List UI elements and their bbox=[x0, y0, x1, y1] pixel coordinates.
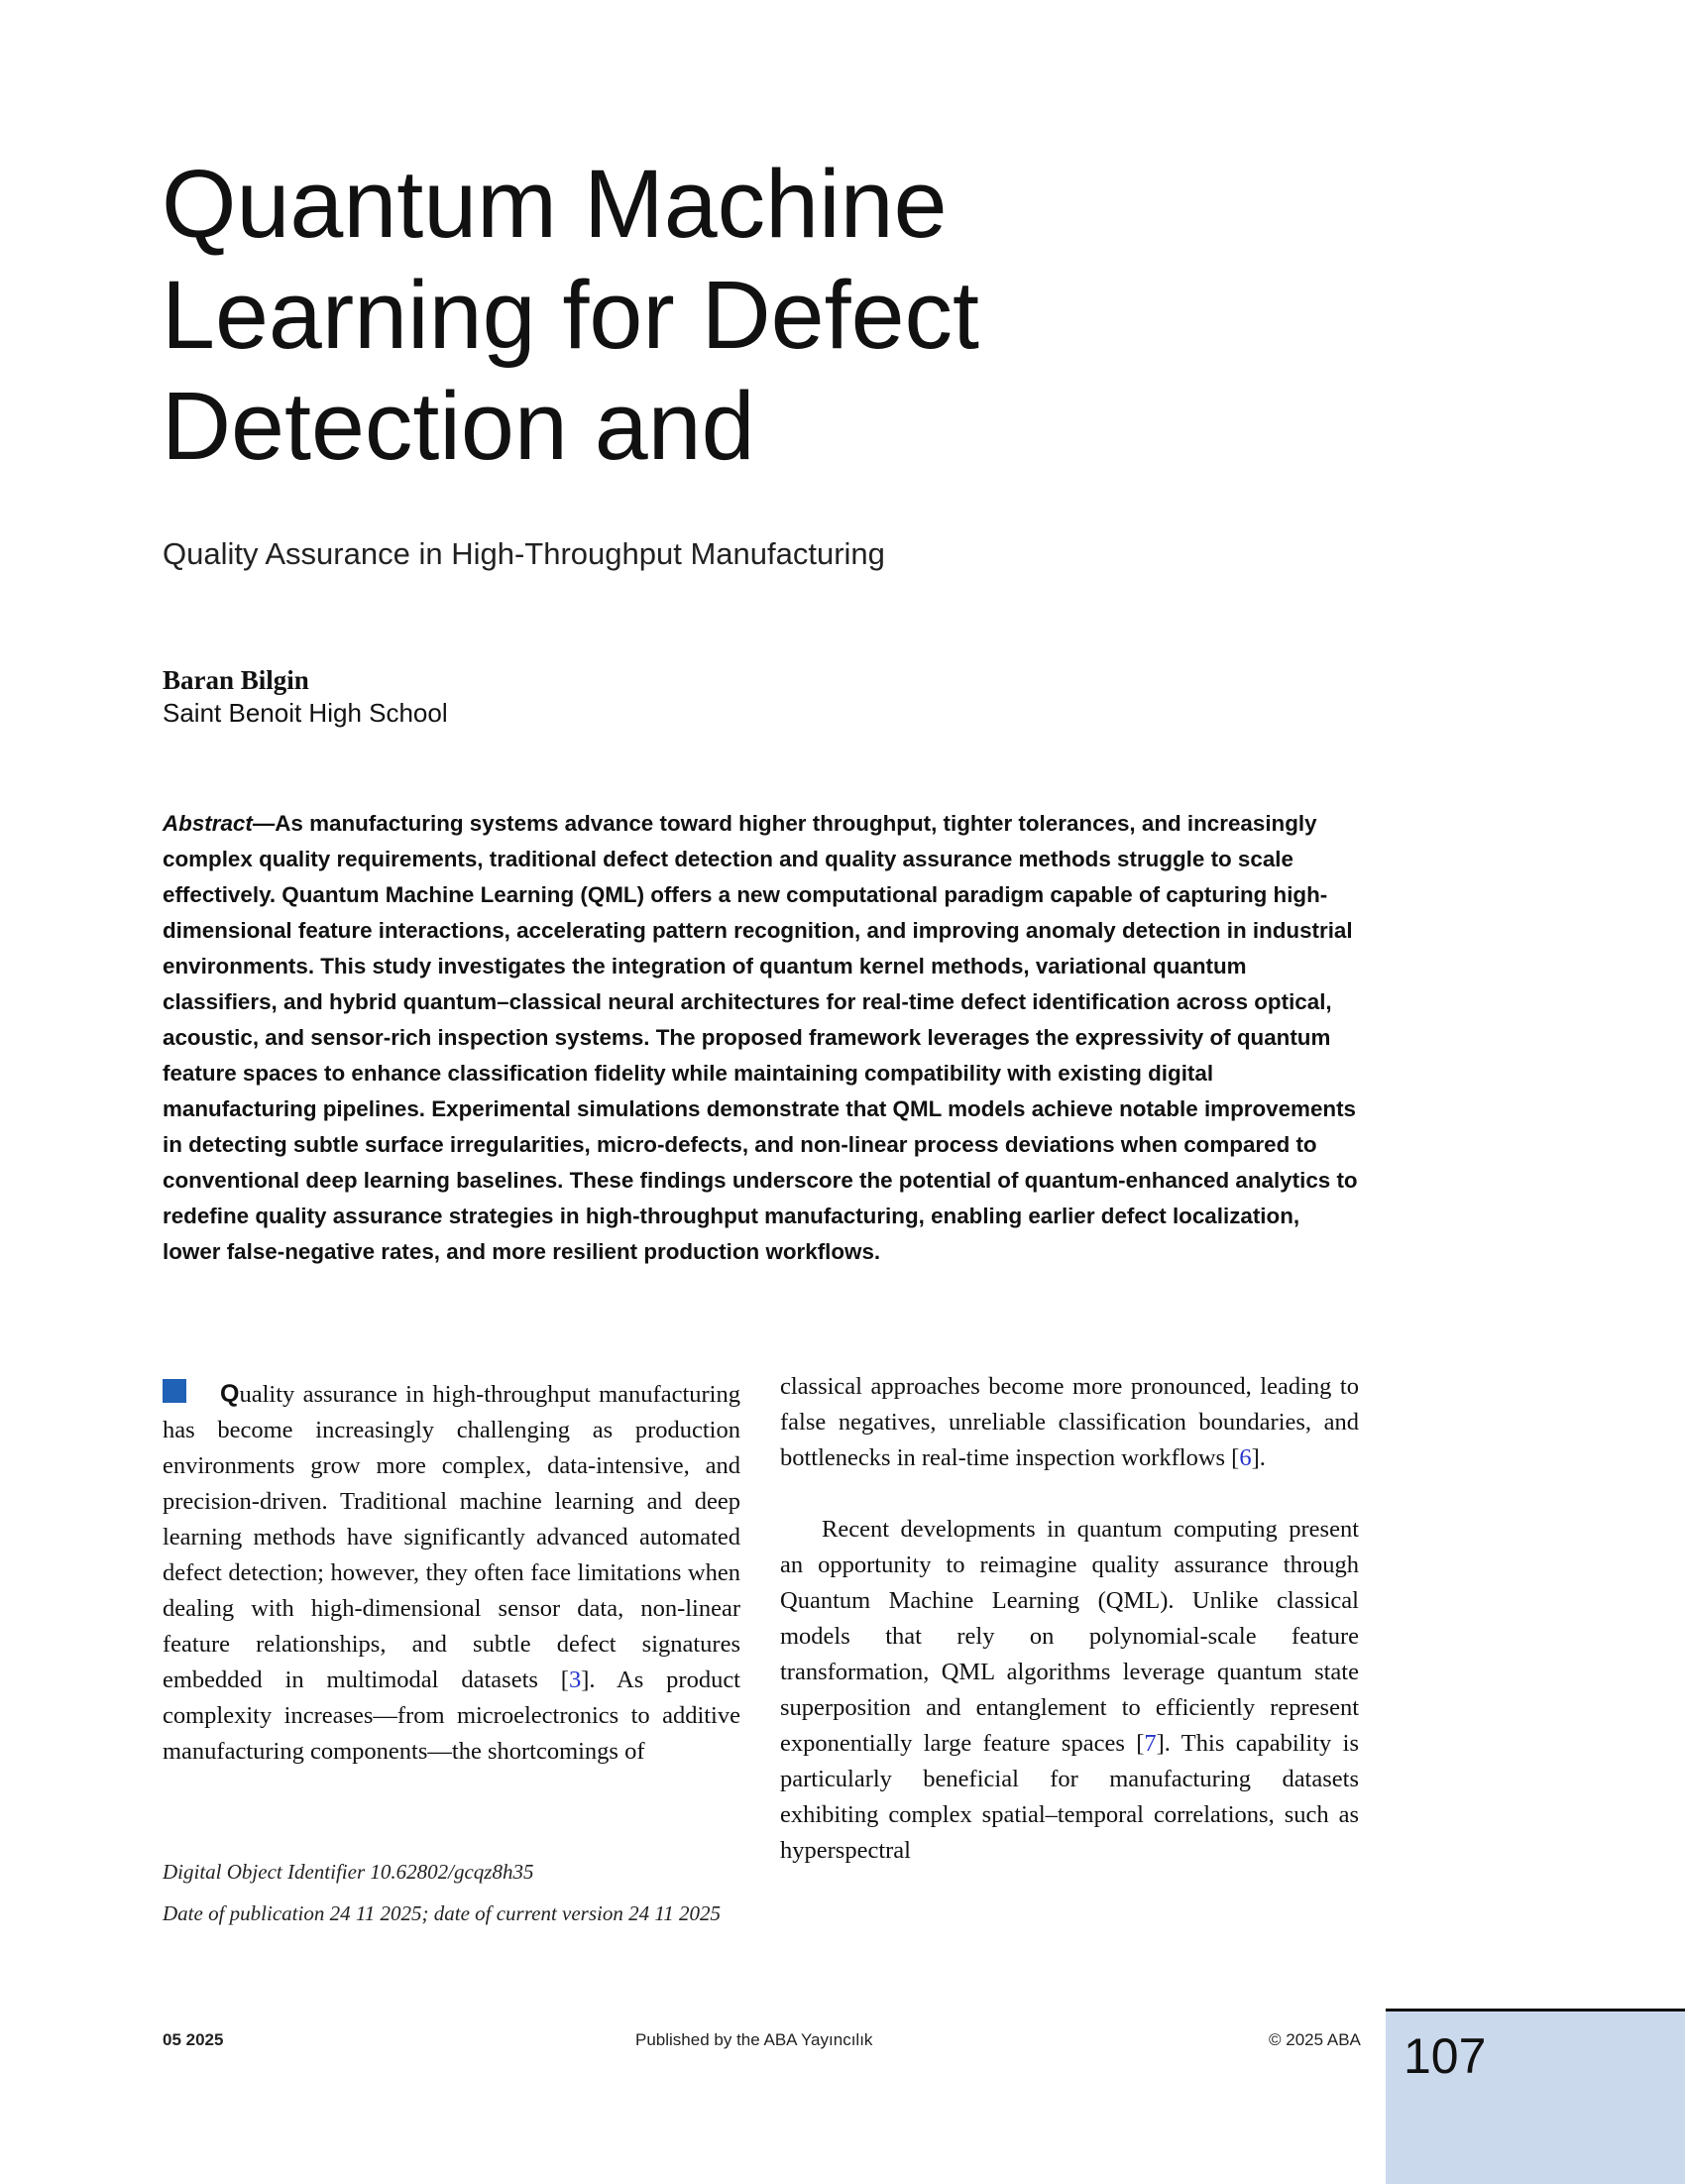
citation-link-7[interactable]: 7 bbox=[1144, 1730, 1157, 1757]
abstract-text: As manufacturing systems advance toward higher throughput, tighter tolerances, and increasingly complex quality requirements, traditional defect detection and quality assurance methods struggle to scale effectively. Quantum Machine Learning (QML) offers a new computational paradigm capable of capturing high-dimensional feature interactions, accelerating pattern recognition, and improving anomaly detection in industrial environments. This study investigates the integration of quantum kernel methods, variational quantum classifiers, and hybrid quantum–classical neural architectures for real-time defect identification across optical, acoustic, and sensor-rich inspection systems. The proposed framework leverages the expressivity of quantum feature spaces to enhance classification fidelity while maintaining compatibility with existing digital manufacturing pipelines. Experimental simulations demonstrate that QML models achieve notable improvements in detecting subtle surface irregularities, micro-defects, and non-linear process deviations when compared to conventional deep learning baselines. These findings underscore the potential of quantum-enhanced analytics to redefine quality assurance strategies in high-throughput manufacturing, enabling earlier defect localization, lower false-negative rates, and more resilient production workflows. bbox=[163, 811, 1358, 1264]
abstract bbox=[163, 806, 1362, 1270]
body-column-right bbox=[780, 1369, 1359, 1869]
citation-link-3[interactable]: 3 bbox=[568, 1667, 582, 1693]
author-name: Baran Bilgin bbox=[163, 665, 309, 695]
footer-issue: 05 2025 bbox=[163, 2030, 224, 2049]
p2-text-a: Recent developments in quantum computing present an opportunity to reimagine quality assurance through Quantum Machine Learning (QML). Unlike classical models that rely on polynomial-scale feature transformation, QML algorithms leverage quantum state superposition and entanglement to efficiently represent exponentially large feature spaces [ bbox=[780, 1516, 1359, 1757]
body-column-left bbox=[163, 1376, 740, 1770]
title-line-2: Learning for Defect bbox=[162, 261, 979, 369]
page-number-box bbox=[1386, 2009, 1685, 2184]
p1-text-b-left: ]. As product complexity increases—from microelectronics to additive manufacturing components—the shortcomings of bbox=[163, 1667, 740, 1765]
body-paragraph-1 bbox=[163, 1376, 740, 1770]
footer-copyright: © 2025 ABA bbox=[1269, 2030, 1361, 2049]
p1-text-b-right: classical approaches become more pronounced, leading to false negatives, unreliable classification boundaries, and bottlenecks in real-time inspection workflows [ bbox=[780, 1373, 1359, 1471]
abstract-dash: — bbox=[252, 811, 276, 836]
p1-text-a: uality assurance in high-throughput manufacturing has become increasingly challenging as production environments grow more complex, data-intensive, and precision-driven. Traditional machine learning and deep learning methods have significantly advanced automated defect detection; however, they often face limitations when dealing with high-dimensional sensor data, non-linear feature relationships, and subtle defect signatures embedded in multimodal datasets [ bbox=[163, 1381, 740, 1693]
publication-info bbox=[163, 1851, 740, 1934]
paper-subtitle: Quality Assurance in High-Throughput Manufacturing bbox=[163, 536, 885, 571]
author-affiliation: Saint Benoit High School bbox=[163, 698, 448, 728]
section-marker-square bbox=[163, 1379, 186, 1403]
citation-link-6[interactable]: 6 bbox=[1239, 1444, 1252, 1471]
p1-text-c: ]. bbox=[1251, 1444, 1266, 1471]
title-line-3: Detection and bbox=[162, 372, 755, 480]
lead-letter: Q bbox=[220, 1380, 240, 1408]
p2-text-b: ]. This capability is particularly beneficial for manufacturing datasets exhibiting complex spatial–temporal correlations, such as hyperspectral bbox=[780, 1730, 1359, 1864]
publication-dates: Date of publication 24 11 2025; date of current version 24 11 2025 bbox=[163, 1901, 722, 1925]
body-paragraph-2 bbox=[780, 1512, 1359, 1869]
page-number: 107 bbox=[1404, 2028, 1487, 2084]
doi-text: Digital Object Identifier 10.62802/gcqz8h35 bbox=[163, 1860, 534, 1884]
title-line-1: Quantum Machine bbox=[162, 150, 948, 258]
paper-title bbox=[162, 149, 1153, 482]
abstract-label: Abstract bbox=[163, 811, 253, 836]
footer-publisher: Published by the ABA Yayıncılık bbox=[635, 2030, 873, 2049]
body-paragraph-1-cont bbox=[780, 1369, 1359, 1476]
